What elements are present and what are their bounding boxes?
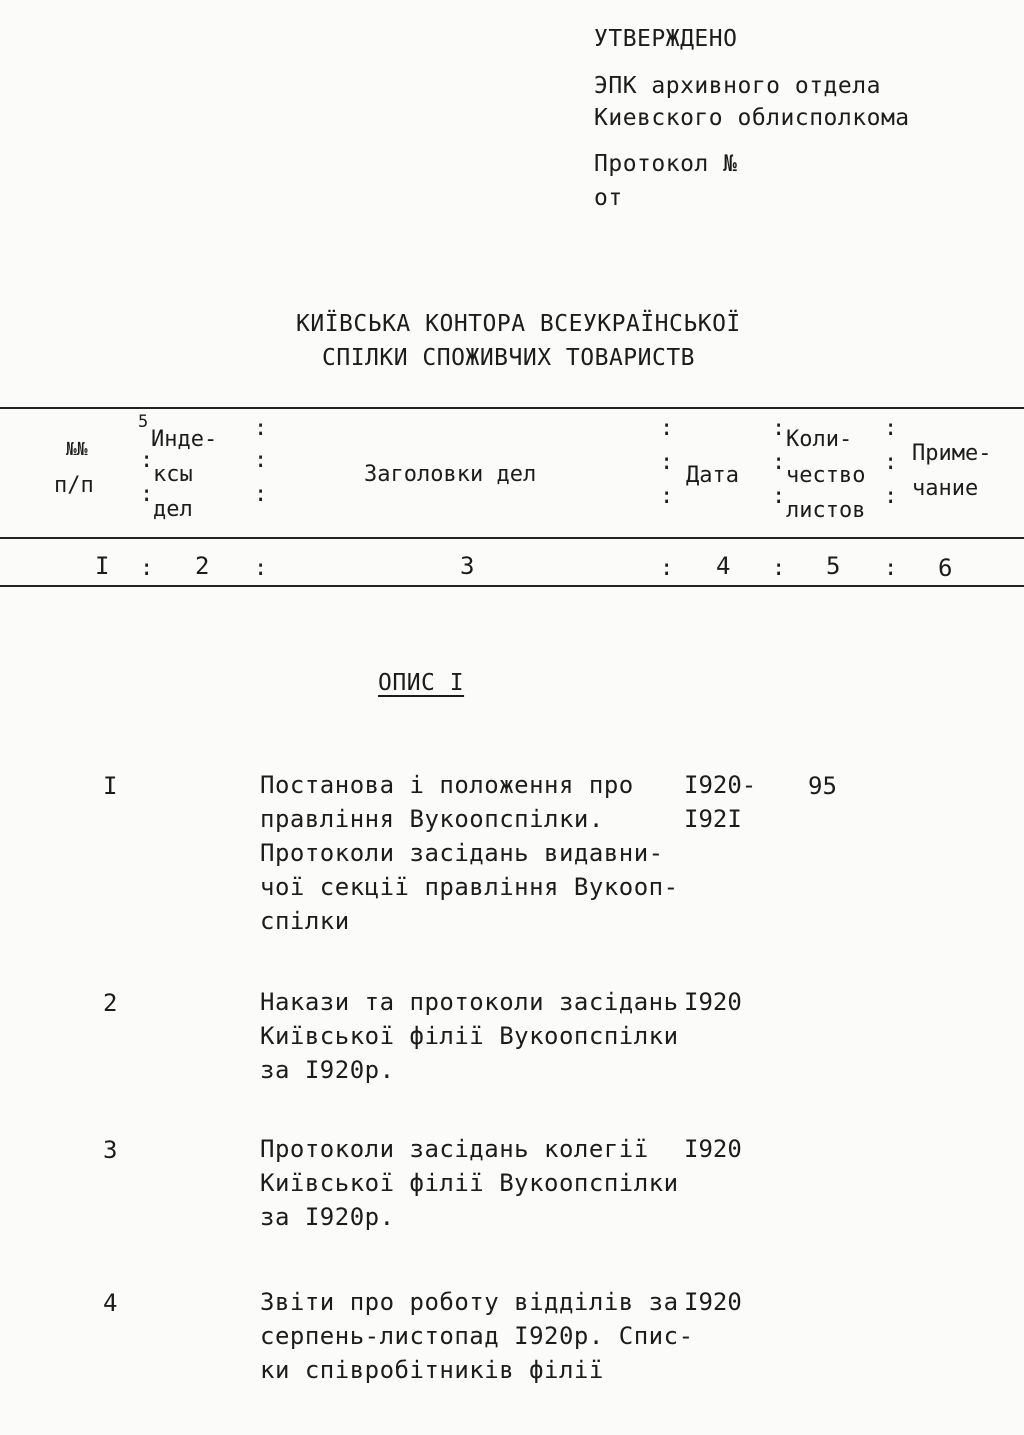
column-separator: : xyxy=(140,556,154,581)
entry-date: I920 xyxy=(684,1135,742,1163)
approval-line-2: Киевского облисполкома xyxy=(594,105,910,131)
header-separator: : xyxy=(772,416,786,441)
column-separator: : xyxy=(772,556,786,581)
table-bottom-rule xyxy=(0,585,1024,587)
header-col5-line1: Коли- xyxy=(786,427,853,452)
header-col6-line1: Приме- xyxy=(912,441,992,466)
header-col1-line2: п/п xyxy=(54,473,94,498)
header-col6-line2: чание xyxy=(912,476,979,501)
org-title-line-2: СПІЛКИ СПОЖИВЧИХ ТОВАРИСТВ xyxy=(322,345,696,371)
table-header-rule xyxy=(0,537,1024,539)
header-separator: : xyxy=(884,416,898,441)
entry-number: I xyxy=(103,772,118,800)
org-title-line-1: КИЇВСЬКА КОНТОРА ВСЕУКРАЇНСЬКОЇ xyxy=(296,311,741,337)
column-number-5: 5 xyxy=(826,552,841,580)
entry-number: 4 xyxy=(103,1289,118,1317)
column-number-6: 6 xyxy=(938,554,953,582)
column-number-4: 4 xyxy=(716,552,731,580)
column-separator: : xyxy=(254,556,268,581)
entry-number: 3 xyxy=(103,1136,118,1164)
table-top-rule xyxy=(0,407,1024,409)
column-number-1: I xyxy=(95,552,110,580)
header-col2-line1: Инде- xyxy=(151,427,218,452)
entry-date: I920 xyxy=(684,1288,742,1316)
entry-title: Постанова і положення про правління Вукоопспілки. Протоколи засідань видавни- чої секції правління Вукооп- спілки xyxy=(260,771,679,935)
entry-date: I920- I92I xyxy=(684,771,757,833)
approval-protocol: Протокол № xyxy=(594,151,738,177)
header-separator: : xyxy=(254,482,268,507)
approval-date-prefix: от xyxy=(594,185,623,211)
inventory-title: ОПИС I xyxy=(378,670,465,696)
header-col5-line2: чество xyxy=(786,463,866,488)
entry-number: 2 xyxy=(103,989,118,1017)
entry-title: Протоколи засідань колегії Київської філії Вукоопспілки за I920р. xyxy=(260,1135,679,1231)
column-separator: : xyxy=(884,556,898,581)
entry-date: I920 xyxy=(684,988,742,1016)
header-separator: : xyxy=(660,450,674,475)
header-separator: : xyxy=(884,484,898,509)
header-col2-mark: 5 xyxy=(138,412,149,432)
header-separator: : xyxy=(140,482,154,507)
header-separator: : xyxy=(660,416,674,441)
header-col5-line3: листов xyxy=(786,498,866,523)
entry-sheet-count: 95 xyxy=(808,772,837,800)
header-col1-line1: №№ xyxy=(66,439,88,460)
header-separator: : xyxy=(140,448,154,473)
header-separator: : xyxy=(660,484,674,509)
column-number-2: 2 xyxy=(195,552,210,580)
entry-title: Звіти про роботу відділів за серпень-листопад I920р. Спис- ки співробітників філії xyxy=(260,1288,694,1384)
header-col4: Дата xyxy=(686,463,739,488)
column-number-3: 3 xyxy=(460,552,475,580)
header-col2-line2: ксы xyxy=(153,462,193,487)
header-separator: : xyxy=(254,448,268,473)
column-separator: : xyxy=(660,556,674,581)
header-separator: : xyxy=(254,416,268,441)
header-col2-line3: дел xyxy=(153,497,193,522)
header-separator: : xyxy=(772,450,786,475)
header-separator: : xyxy=(772,484,786,509)
header-separator: : xyxy=(884,450,898,475)
approval-line-1: ЭПК архивного отдела xyxy=(594,73,881,99)
header-col3: Заголовки дел xyxy=(364,462,537,487)
approval-heading: УТВЕРЖДЕНО xyxy=(594,26,738,52)
entry-title: Накази та протоколи засідань Київської філії Вукоопспілки за I920р. xyxy=(260,988,679,1084)
